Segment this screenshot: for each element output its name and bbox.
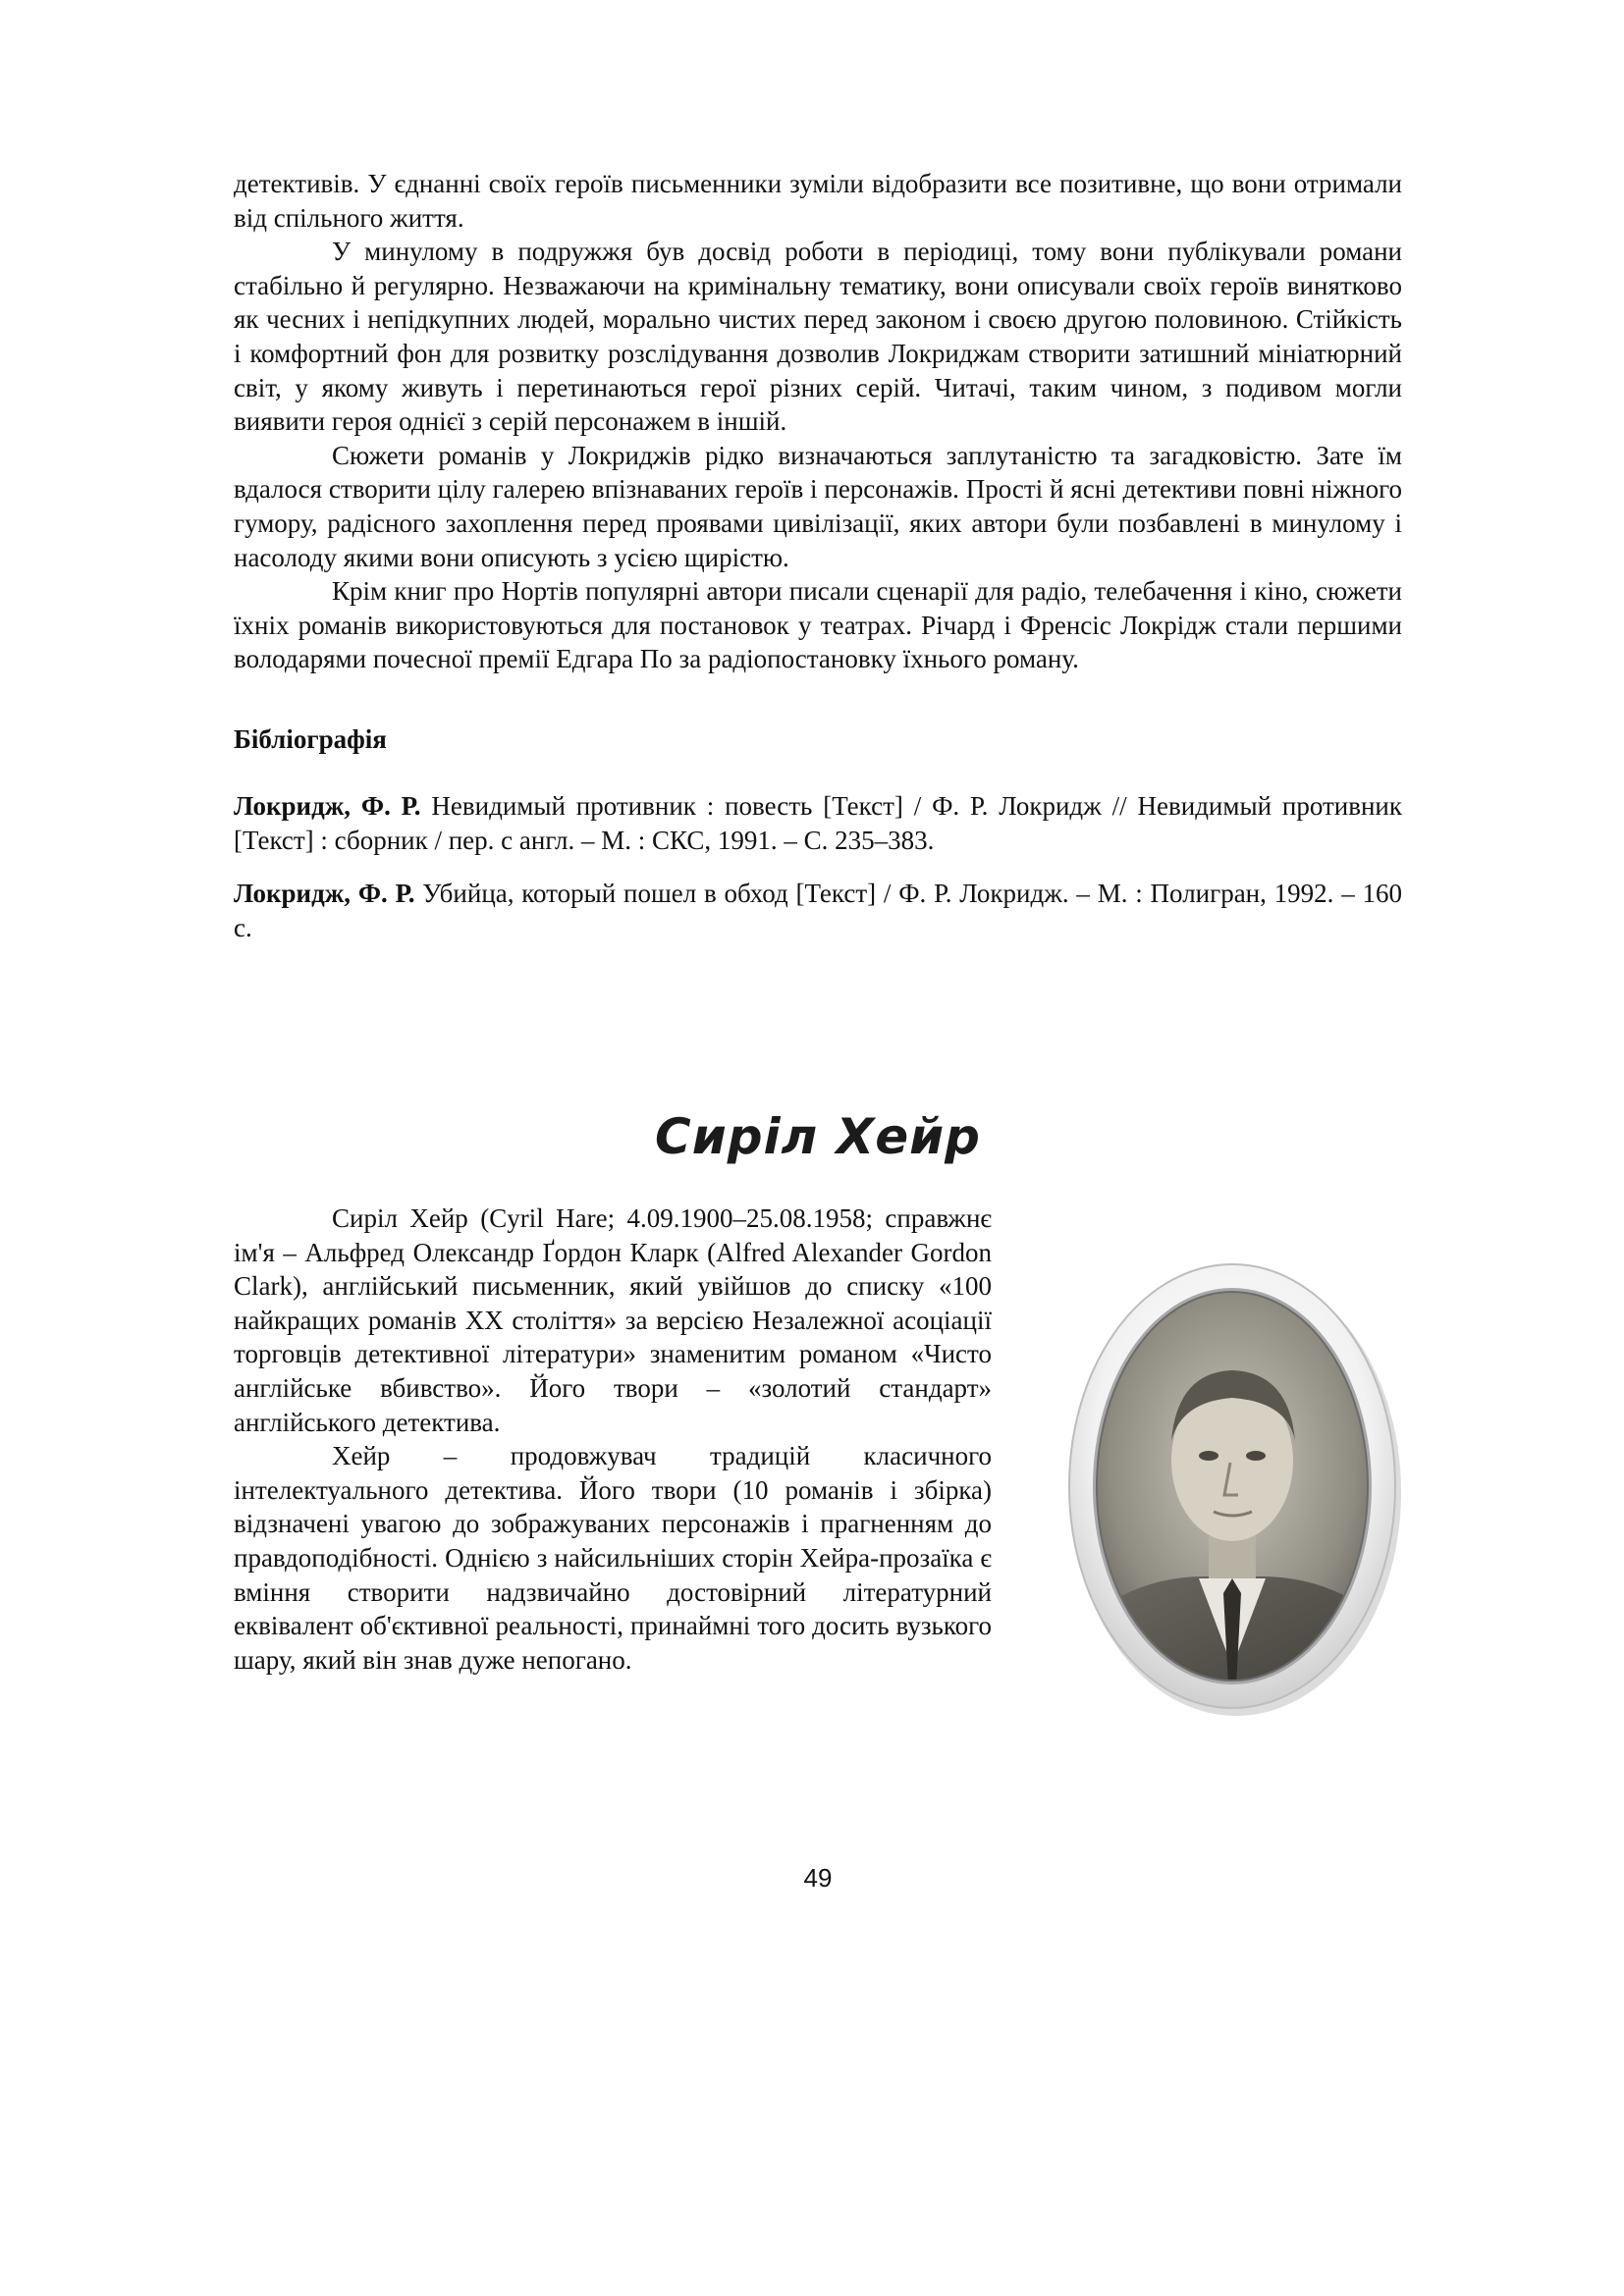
section-title: Сиріл Хейр <box>655 1108 981 1165</box>
paragraph: Крім книг про Нортів популярні автори писали сценарії для радіо, телебачення і кіно, сюжети їхніх романів використовуються для постановок у театрах. Річард і Френсіс Локрідж стали першими володарями почесної премії Едгара По за радіопостановку їхнього роману. <box>234 576 1402 674</box>
author-portrait <box>1061 1255 1403 1718</box>
bibliography <box>234 722 1402 944</box>
intro-text <box>234 167 1402 676</box>
bibliography-author: Локридж, Ф. Р. <box>234 879 415 909</box>
document-page <box>234 167 1403 1893</box>
bibliography-heading: Бібліографія <box>234 723 387 754</box>
paragraph: Хейр – продовжувач традицій класичного інтелектуального детектива. Його твори (10 романів і збірка) відзначені увагою до зображуваних персонажів і прагненням до правдоподібності. Однією з найсильніших сторін Хейра-прозаїка є вміння створити надзвичайно достовірний літературний еквівалент об'єктивної реальності, принаймні того досить вузького шару, який він знав дуже непогано. <box>234 1441 992 1675</box>
bibliography-entry <box>234 877 1402 944</box>
paragraph: детективів. У єднанні своїх героїв письменники зуміли відобразити все позитивне, що вони отримали від спільного життя. <box>234 169 1402 233</box>
paragraph: Сюжети романів у Локриджів рідко визначаються заплутаністю та загадковістю. Зате їм вдалося створити цілу галерею впізнаваних героїв і персонажів. Прості й ясні детективи повні ніжного гумору, радісного захоплення перед проявами цивілізації, яких автори були позбавлені в минулому і насолоду якими вони описують з усією щирістю. <box>234 440 1402 572</box>
bibliography-author: Локридж, Ф. Р. <box>234 790 421 821</box>
paragraph: У минулому в подружжя був досвід роботи в періодиці, тому вони публікували романи стабільно й регулярно. Незважаючи на кримінальну тематику, вони описували своїх героїв винятково як чесних і непідкупних людей, морально чистих перед законом і своєю другою половиною. Стійкість і комфортний фон для розвитку розслідування дозволив Локриджам створити затишний мініатюрний світ, у якому живуть і перетинаються герої різних серій. Читачі, таким чином, з подивом могли виявити героя однієї з серій персонажем в іншій. <box>234 237 1402 437</box>
paragraph: Сиріл Хейр (Cyril Hare; 4.09.1900–25.08.1958; справжнє ім'я – Альфред Олександр Ґордон Кларк (Alfred Alexander Gordon Clark), англійський письменник, який увійшов до списку «100 найкращих романів XX століття» за версією Незалежної асоціації торговців детективної літератури» знаменитим романом «Чисто англійське вбивство». Його твори – «золотий стандарт» англійського детектива. <box>234 1203 992 1437</box>
bibliography-entry <box>234 789 1402 857</box>
biography-text <box>234 1201 992 1677</box>
page-number: 49 <box>803 1863 833 1893</box>
bibliography-text: Убийца, который пошел в обход [Текст] / Ф. Р. Локридж. – М. : Полигран, 1992. – 160 с. <box>234 879 1403 942</box>
bibliography-text: Невидимый противник : повесть [Текст] / Ф. Р. Локридж // Невидимый противник [Текст] : сборник / пер. с англ. – М. : СКС, 1991. – С. 235–383. <box>234 790 1403 855</box>
